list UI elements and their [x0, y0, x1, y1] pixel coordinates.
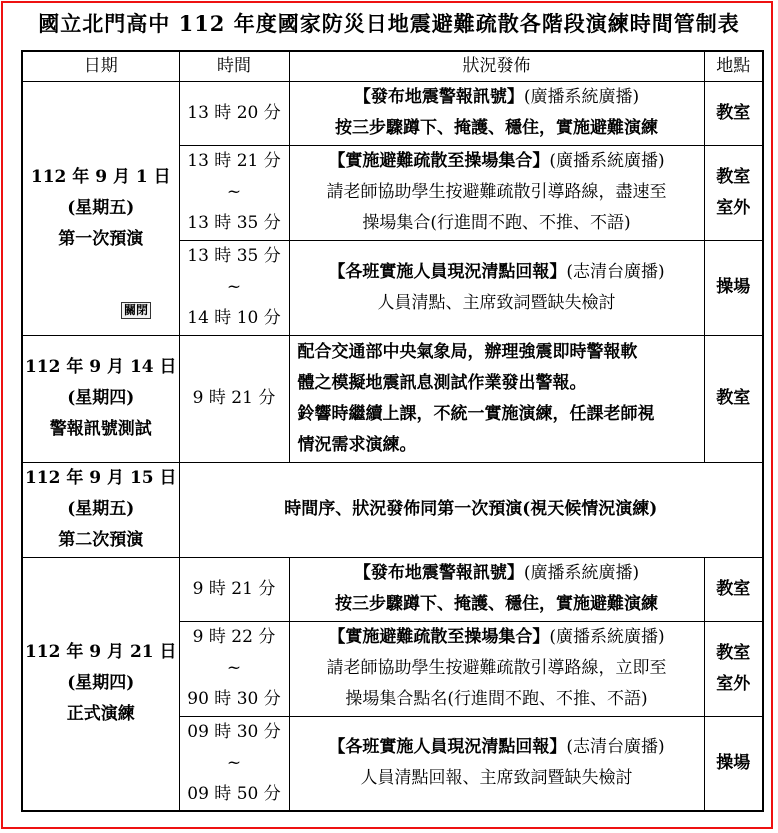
- time-cell: 13 時 21 分 ~ 13 時 35 分: [179, 145, 289, 240]
- page-title: 國立北門高中 112 年度國家防災日地震避難疏散各階段演練時間管制表: [38, 11, 740, 36]
- date-cell-d2: 112 年 9 月 14 日 (星期四) 警報訊號測試: [22, 335, 179, 462]
- location-cell: 教室: [704, 81, 763, 145]
- location-cell: 操場: [704, 240, 763, 335]
- header-time: 時間: [179, 51, 289, 81]
- status-cell: 【實施避難疏散至操場集合】(廣播系統廣播) 請老師協助學生按避難疏散引導路線，立即至 操場集合點名(行進間不跑、不推、不語): [289, 621, 704, 716]
- time-cell: 13 時 35 分 ~ 14 時 10 分: [179, 240, 289, 335]
- table-row: [22, 81, 763, 145]
- status-cell: 配合交通部中央氣象局，辦理強震即時警報軟 體之模擬地震訊息測試作業發出警報。 鈴響時繼續上課，不統一實施演練，任課老師視 情況需求演練。: [289, 335, 704, 462]
- date-cell-d4: 112 年 9 月 21 日 (星期四) 正式演練: [22, 557, 179, 811]
- table-row: [22, 335, 763, 462]
- time-cell: 9 時 22 分 ~ 90 時 30 分: [179, 621, 289, 716]
- header-row: [22, 51, 763, 81]
- time-cell: 09 時 30 分 ~ 09 時 50 分: [179, 716, 289, 811]
- schedule-table: [21, 50, 764, 812]
- merged-note-cell: 時間序、狀況發佈同第一次預演(視天候情況演練): [179, 462, 763, 557]
- date-cell-d3: 112 年 9 月 15 日 (星期五) 第二次預演: [22, 462, 179, 557]
- table-row: [22, 557, 763, 621]
- table-row: [22, 462, 763, 557]
- status-cell: 【發布地震警報訊號】(廣播系統廣播) 按三步驟蹲下、掩護、穩住，實施避難演練: [289, 81, 704, 145]
- status-cell: 【各班實施人員現況清點回報】(志清台廣播) 人員清點、主席致詞暨缺失檢討: [289, 240, 704, 335]
- status-cell: 【發布地震警報訊號】(廣播系統廣播) 按三步驟蹲下、掩護、穩住，實施避難演練: [289, 557, 704, 621]
- header-date: 日期: [22, 51, 179, 81]
- header-location: 地點: [704, 51, 763, 81]
- location-cell: 操場: [704, 716, 763, 811]
- date-cell-d1: 112 年 9 月 1 日 (星期五) 第一次預演 關閉: [22, 81, 179, 335]
- location-cell: 教室: [704, 335, 763, 462]
- status-cell: 【各班實施人員現況清點回報】(志清台廣播) 人員清點回報、主席致詞暨缺失檢討: [289, 716, 704, 811]
- status-cell: 【實施避難疏散至操場集合】(廣播系統廣播) 請老師協助學生按避難疏散引導路線，盡速至 操場集合(行進間不跑、不推、不語): [289, 145, 704, 240]
- location-cell: 教室: [704, 557, 763, 621]
- header-status: 狀況發佈: [289, 51, 704, 81]
- time-cell: 13 時 20 分: [179, 81, 289, 145]
- time-cell: 9 時 21 分: [179, 335, 289, 462]
- time-cell: 9 時 21 分: [179, 557, 289, 621]
- close-button[interactable]: 關閉: [121, 302, 151, 319]
- location-cell: 教室 室外: [704, 621, 763, 716]
- location-cell: 教室 室外: [704, 145, 763, 240]
